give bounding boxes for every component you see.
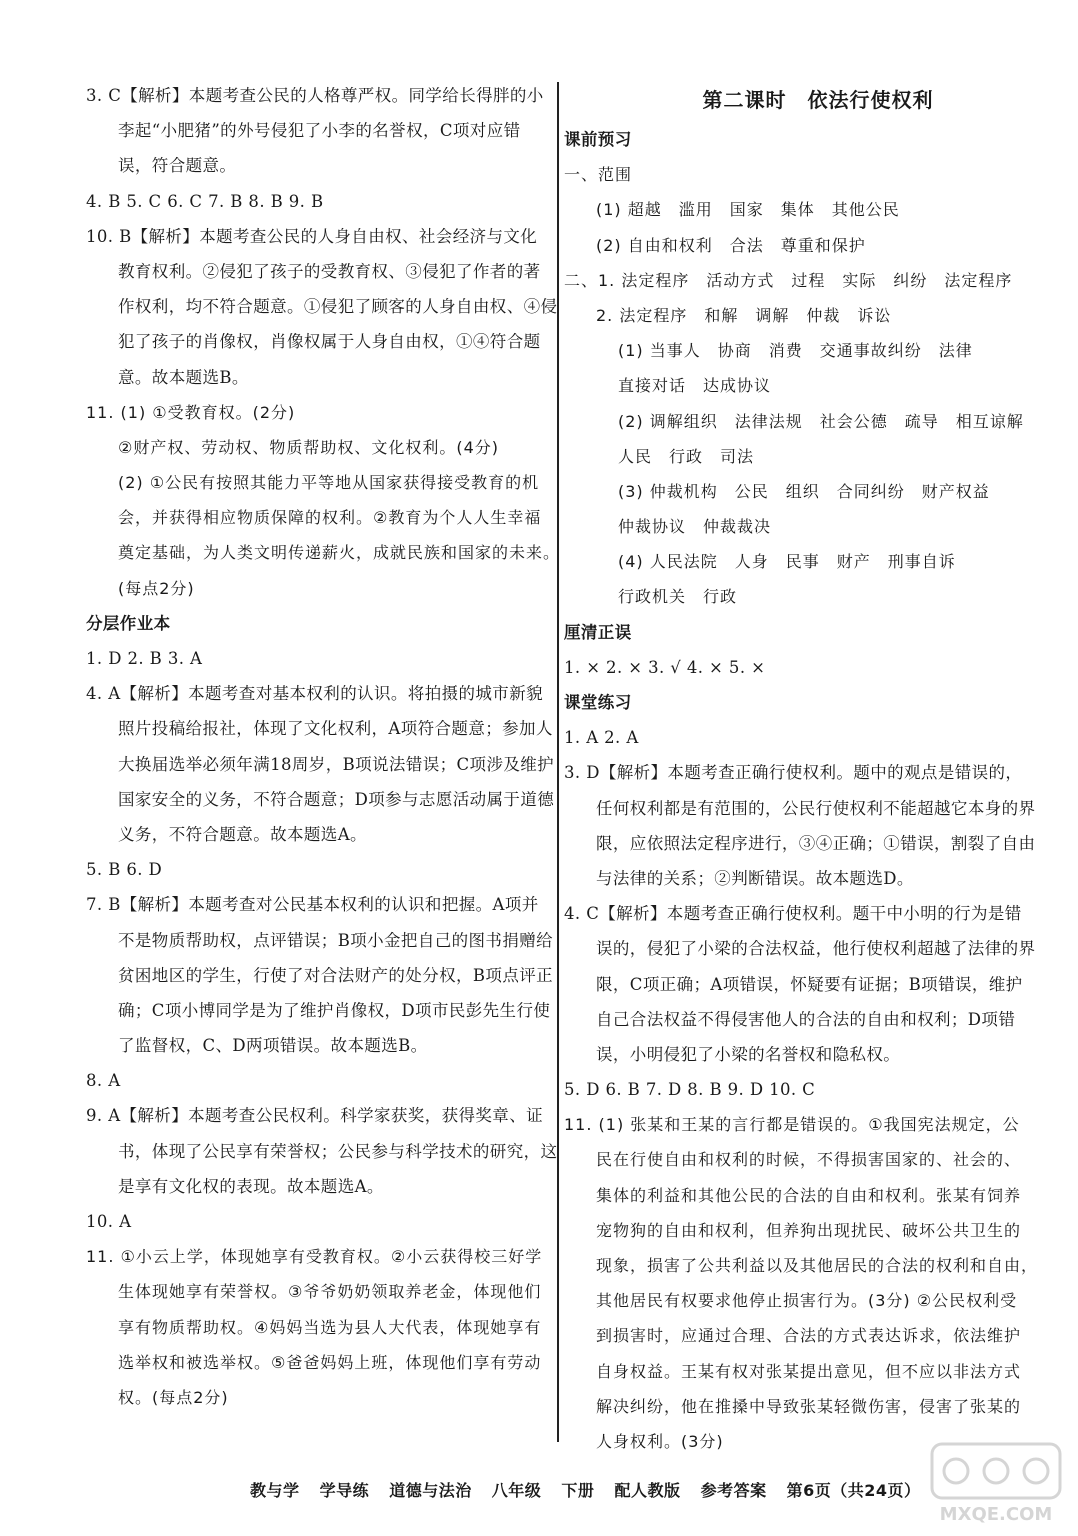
watermark-logo [926, 1438, 1066, 1528]
page-number: 第6页（共24页） [786, 1481, 921, 1500]
answer-line: 李起“小肥猪”的外号侵犯了小李的名誉权，C项对应错 [118, 121, 521, 141]
answer-line: 3. D【解析】本题考查正确行使权利。题中的观点是错误的， [564, 763, 1023, 783]
answer-line: 确；C项小博同学是为了维护肖像权，D项市民彭先生行使 [118, 1000, 551, 1020]
answer-line: 任何权利都是有范围的，公民行使权利不能超越它本身的界 [596, 798, 1036, 818]
answer-line: 照片投稿给报社，体现了文化权利，A项符合题意；参加人 [118, 719, 553, 739]
answer-line: 大换届选举必须年满18周岁，B项说法错误；C项涉及维护 [118, 754, 555, 774]
answer-line: 选举权和被选举权。⑤爸爸妈妈上班，体现他们享有劳动 [118, 1352, 542, 1372]
answer-line: 行政机关 行政 [618, 587, 738, 607]
answer-line: 解决纠纷，他在推搡中导致张某轻微伤害，侵害了张某的 [596, 1396, 1022, 1416]
footer-item: 参考答案 [700, 1481, 767, 1500]
answer-line: 现象，损害了公共利益以及其他居民的合法的权利和自由， [596, 1256, 1039, 1275]
answer-line: 2. 法定程序 和解 调解 仲裁 诉讼 [596, 305, 892, 325]
answer-line: (2) ①公民有按照其能力平等地从国家获得接受教育的机 [118, 473, 540, 493]
answer-line: 会，并获得相应物质保障的权利。②教育为个人人生幸福 [118, 508, 542, 528]
answer-line: 自己合法权益不得侵害他人的合法的自由和权利；D项错 [596, 1009, 1016, 1029]
answer-line: 限，应依照法定程序进行，③④正确；①错误，割裂了自由 [596, 833, 1036, 853]
answer-line: 误的，侵犯了小梁的合法权益，他行使权利超越了法律的界 [596, 939, 1036, 959]
footer-item: 教与学 [250, 1481, 300, 1500]
answer-line: 奠定基础，为人类文明传递薪火，成就民族和国家的未来。 [118, 543, 561, 563]
answer-line: 11. ①小云上学，体现她享有受教育权。②小云获得校三好学 [86, 1247, 543, 1267]
footer-item: 下册 [561, 1481, 595, 1500]
answer-line: 1. D 2. B 3. A [86, 649, 203, 668]
answer-line: 人民 行政 司法 [618, 446, 755, 466]
answer-line: 权。(每点2分) [118, 1387, 229, 1407]
column-divider [557, 82, 559, 1442]
answer-line: 7. B【解析】本题考查对公民基本权利的认识和把握。A项并 [86, 895, 539, 915]
answer-line: 误，符合题意。 [118, 156, 237, 176]
answer-line: 生体现她享有荣誉权。③爷爷奶奶领取养老金，体现他们 [118, 1282, 542, 1302]
answer-line: 人身权利。(3分) [596, 1431, 724, 1451]
answer-line: 5. B 6. D [86, 860, 163, 880]
answer-line: 作权利，均不符合题意。①侵犯了顾客的人身自由权、④侵 [118, 297, 558, 317]
answer-line: 二、1. 法定程序 活动方式 过程 实际 纠纷 法定程序 [564, 270, 1013, 290]
answer-line: 不是物质帮助权，点评错误；B项小金把自己的图书捐赠给 [118, 930, 554, 950]
answer-line: 3. C【解析】本题考查公民的人格尊严权。同学给长得胖的小 [86, 86, 544, 105]
answer-line: 5. D 6. B 7. D 8. B 9. D 10. C [564, 1080, 816, 1100]
answer-line: 8. A [86, 1071, 121, 1091]
answer-line: 10. A [86, 1212, 132, 1231]
answer-line: 是享有文化权的表现。故本题选A。 [118, 1176, 384, 1196]
left-column [86, 78, 561, 1415]
answer-line: 宠物狗的自由和权利，但养狗出现扰民、破坏公共卫生的 [596, 1220, 1022, 1240]
answer-line: 11. (1) ①受教育权。(2分) [86, 402, 296, 422]
answer-line: 自身权益。王某有权对张某提出意见，但不应以非法方式 [596, 1361, 1022, 1381]
answer-line: (1) 超越 滥用 国家 集体 其他公民 [596, 200, 900, 220]
answer-line: 集体的利益和其他公民的合法的自由和权利。张某有饲养 [596, 1185, 1022, 1205]
answer-line: 1. × 2. × 3. √ 4. × 5. × [564, 657, 766, 677]
answer-line: 直接对话 达成协议 [618, 376, 772, 396]
right-column [564, 78, 1039, 1459]
section-heading: 课堂练习 [564, 693, 632, 712]
answer-line: 义务，不符合题意。故本题选A。 [118, 824, 367, 844]
answer-line: 9. A【解析】本题考查公民权利。科学家获奖，获得奖章、证 [86, 1106, 544, 1126]
answer-line: 享有物质帮助权。④妈妈当选为县人大代表，体现她享有 [118, 1317, 542, 1337]
answer-line: 仲裁协议 仲裁裁决 [618, 517, 772, 537]
lesson-title: 第二课时 依法行使权利 [702, 88, 934, 112]
answer-line: 4. B 5. C 6. C 7. B 8. B 9. B [86, 191, 324, 211]
answer-line: (2) 调解组织 法律法规 社会公德 疏导 相互谅解 [618, 411, 1024, 431]
watermark-icon [926, 1438, 1066, 1528]
answer-line: 教育权利。②侵犯了孩子的受教育权、③侵犯了作者的著 [118, 261, 541, 281]
answer-line: 了监督权，C、D两项错误。故本题选B。 [118, 1036, 428, 1056]
footer-item: 道德与法治 [389, 1481, 472, 1500]
answer-line: 1. A 2. A [564, 728, 639, 748]
answer-line: 民在行使自由和权利的时候，不得损害国家的、社会的、 [596, 1150, 1022, 1170]
answer-line: (1) 当事人 协商 消费 交通事故纠纷 法律 [618, 341, 973, 361]
footer-item: 学导练 [319, 1481, 370, 1500]
answer-line: 4. C【解析】本题考查正确行使权利。题干中小明的行为是错 [564, 904, 1022, 924]
answer-line: (每点2分) [118, 578, 195, 598]
section-heading: 课前预习 [564, 130, 632, 149]
answer-line: 意。故本题选B。 [118, 367, 249, 387]
answer-line: ②财产权、劳动权、物质帮助权、文化权利。(4分) [118, 437, 500, 457]
answer-line: (3) 仲裁机构 公民 组织 合同纠纷 财产权益 [618, 481, 990, 501]
section-heading: 分层作业本 [86, 613, 171, 633]
footer-item: 八年级 [491, 1481, 542, 1500]
answer-line: 限，C项正确；A项错误，怀疑要有证据；B项错误，维护 [596, 974, 1023, 994]
watermark-text: MXQE.COM [939, 1504, 1053, 1525]
answer-line: 一、范围 [564, 165, 633, 185]
page-footer [250, 1478, 1010, 1501]
answer-line: 误，小明侵犯了小梁的名誉权和隐私权。 [596, 1044, 901, 1064]
answer-line: (4) 人民法院 人身 民事 财产 刑事自诉 [618, 552, 956, 572]
answer-line: 4. A【解析】本题考查对基本权利的认识。将拍摄的城市新貌 [86, 684, 544, 704]
answer-line: 到损害时，应通过合理、合法的方式表达诉求，依法维护 [596, 1326, 1022, 1346]
footer-item: 配人教版 [614, 1481, 681, 1500]
answer-line: 与法律的关系；②判断错误。故本题选D。 [596, 868, 914, 888]
answer-line: 10. B【解析】本题考查公民的人身自由权、社会经济与文化 [86, 226, 538, 246]
answer-line: 其他居民有权要求他停止损害行为。(3分) ②公民权利受 [596, 1291, 1018, 1311]
answer-line: 贫困地区的学生，行使了对合法财产的处分权，B项点评正 [118, 965, 554, 985]
answer-line: 11. (1) 张某和王某的言行都是错误的。①我国宪法规定，公 [564, 1115, 1020, 1135]
answer-line: 犯了孩子的肖像权，肖像权属于人身自由权，①④符合题 [118, 332, 541, 352]
answer-line: 书，体现了公民享有荣誉权；公民参与科学技术的研究，这 [118, 1141, 558, 1161]
answer-line: (2) 自由和权利 合法 尊重和保护 [596, 235, 866, 255]
section-heading: 厘清正误 [564, 622, 632, 642]
answer-line: 国家安全的义务，不符合题意；D项参与志愿活动属于道德 [118, 789, 555, 809]
